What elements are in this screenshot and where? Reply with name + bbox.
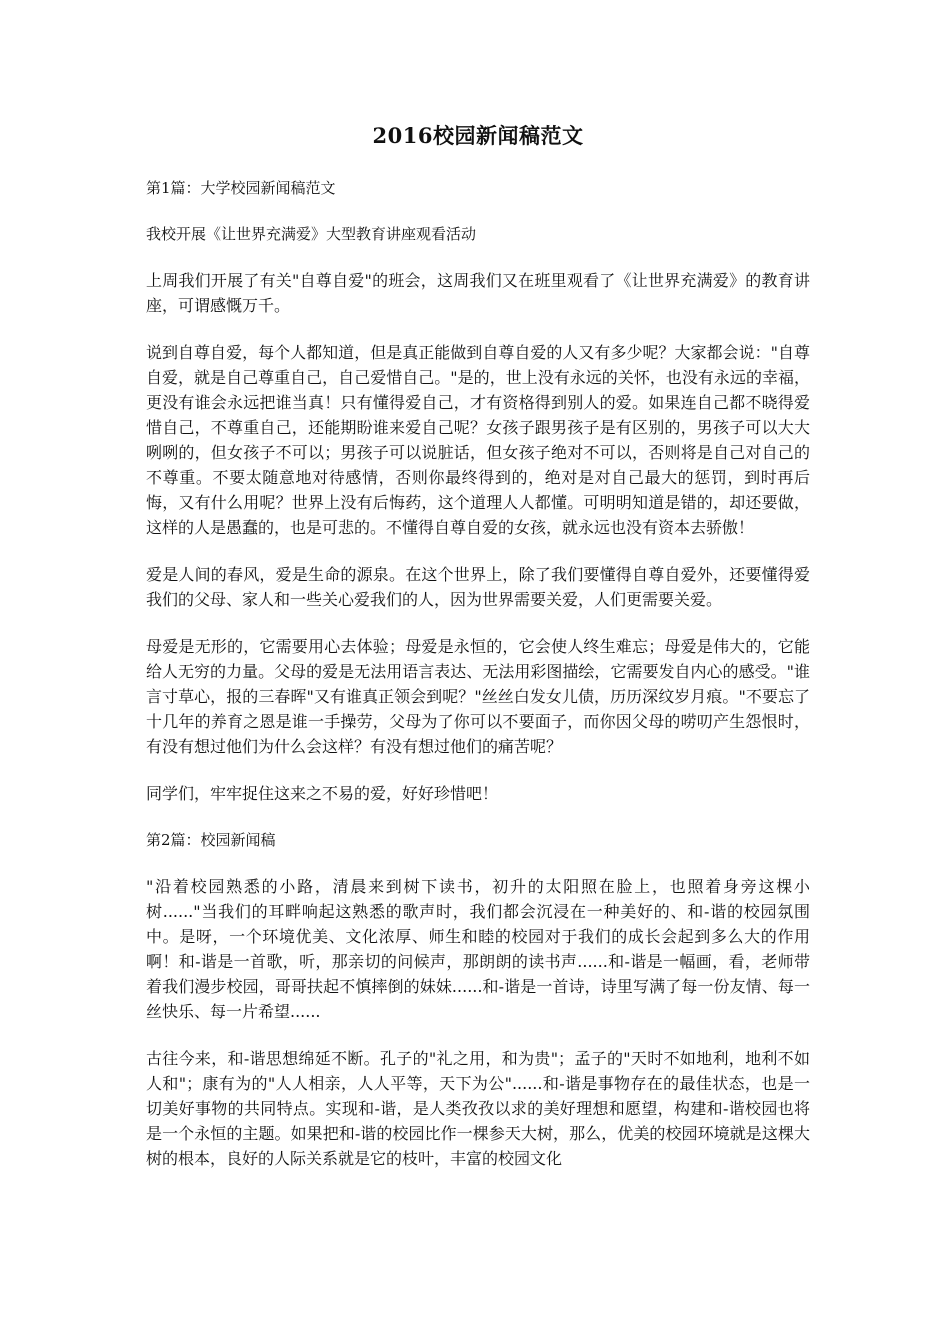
section1-heading: 第1篇：大学校园新闻稿范文 bbox=[146, 179, 336, 197]
section2-heading: 第2篇：校园新闻稿 bbox=[146, 831, 276, 849]
section1-subheading: 我校开展《让世界充满爱》大型教育讲座观看活动 bbox=[146, 225, 477, 243]
body-paragraph: "沿着校园熟悉的小路，清晨来到树下读书，初升的太阳照在脸上，也照着身旁这棵小树......"当我们的耳畔响起这熟悉的歌声时，我们都会沉浸在一种美好的、和-谐的校园氛围中。是呀，一个环境优美、文化浓厚、师生和睦的校园对于我们的成长会起到多么大的作用啊！和-谐是一首歌，听，那亲切的问候声，那朗朗的读书声......和-谐是一幅画，看，老师带着我们漫步校园，哥哥扶起不慎摔倒的妹妹......和-谐是一首诗，诗里写满了每一份友情、每一丝快乐、每一片希望...... bbox=[146, 877, 810, 1021]
document-title: 2016校园新闻稿范文 bbox=[372, 123, 584, 148]
body-paragraph: 母爱是无形的，它需要用心去体验；母爱是永恒的，它会使人终生难忘；母爱是伟大的，它能给人无穷的力量。父母的爱是无法用语言表达、无法用彩图描绘，它需要发自内心的感受。"谁言寸草心，报的三春晖"又有谁真正领会到呢？"丝丝白发女儿债，历历深纹岁月痕。"不要忘了十几年的养育之恩是谁一手操劳，父母为了你可以不要面子，而你因父母的唠叨产生怨恨时，有没有想过他们为什么会这样？有没有想过他们的痛苦呢？ bbox=[146, 637, 810, 756]
body-paragraph: 古往今来，和-谐思想绵延不断。孔子的"礼之用，和为贵"；孟子的"天时不如地利，地利不如人和"；康有为的"人人相亲，人人平等，天下为公"......和-谐是事物存在的最佳状态，也是一切美好事物的共同特点。实现和-谐，是人类孜孜以求的美好理想和愿望，构建和-谐校园也将是一个永恒的主题。如果把和-谐的校园比作一棵参天大树，那么，优美的校园环境就是这棵大树的根本，良好的人际关系就是它的枝叶，丰富的校园文化 bbox=[146, 1049, 810, 1168]
body-paragraph: 同学们，牢牢捉住这来之不易的爱，好好珍惜吧！ bbox=[146, 784, 499, 803]
body-paragraph: 上周我们开展了有关"自尊自爱"的班会，这周我们又在班里观看了《让世界充满爱》的教育讲座，可谓感慨万千。 bbox=[146, 271, 810, 315]
body-paragraph: 说到自尊自爱，每个人都知道，但是真正能做到自尊自爱的人又有多少呢？大家都会说："自尊自爱，就是自己尊重自己，自己爱惜自己。"是的，世上没有永远的关怀，也没有永远的幸福，更没有谁会永远把谁当真！只有懂得爱自己，才有资格得到别人的爱。如果连自己都不晓得爱惜自己，不尊重自己，还能期盼谁来爱自己呢？女孩子跟男孩子是有区别的，男孩子可以大大咧咧的，但女孩子不可以；男孩子可以说脏话，但女孩子绝对不可以，否则将是自己对自己的不尊重。不要太随意地对待感情，否则你最终得到的，绝对是对自己最大的惩罚，到时再后悔，又有什么用呢？世界上没有后悔药，这个道理人人都懂。可明明知道是错的，却还要做，这样的人是愚蠢的，也是可悲的。不懂得自尊自爱的女孩，就永远也没有资本去骄傲！ bbox=[146, 343, 810, 537]
body-paragraph: 爱是人间的春风，爱是生命的源泉。在这个世界上，除了我们要懂得自尊自爱外，还要懂得爱我们的父母、家人和一些关心爱我们的人，因为世界需要关爱，人们更需要关爱。 bbox=[146, 565, 810, 609]
